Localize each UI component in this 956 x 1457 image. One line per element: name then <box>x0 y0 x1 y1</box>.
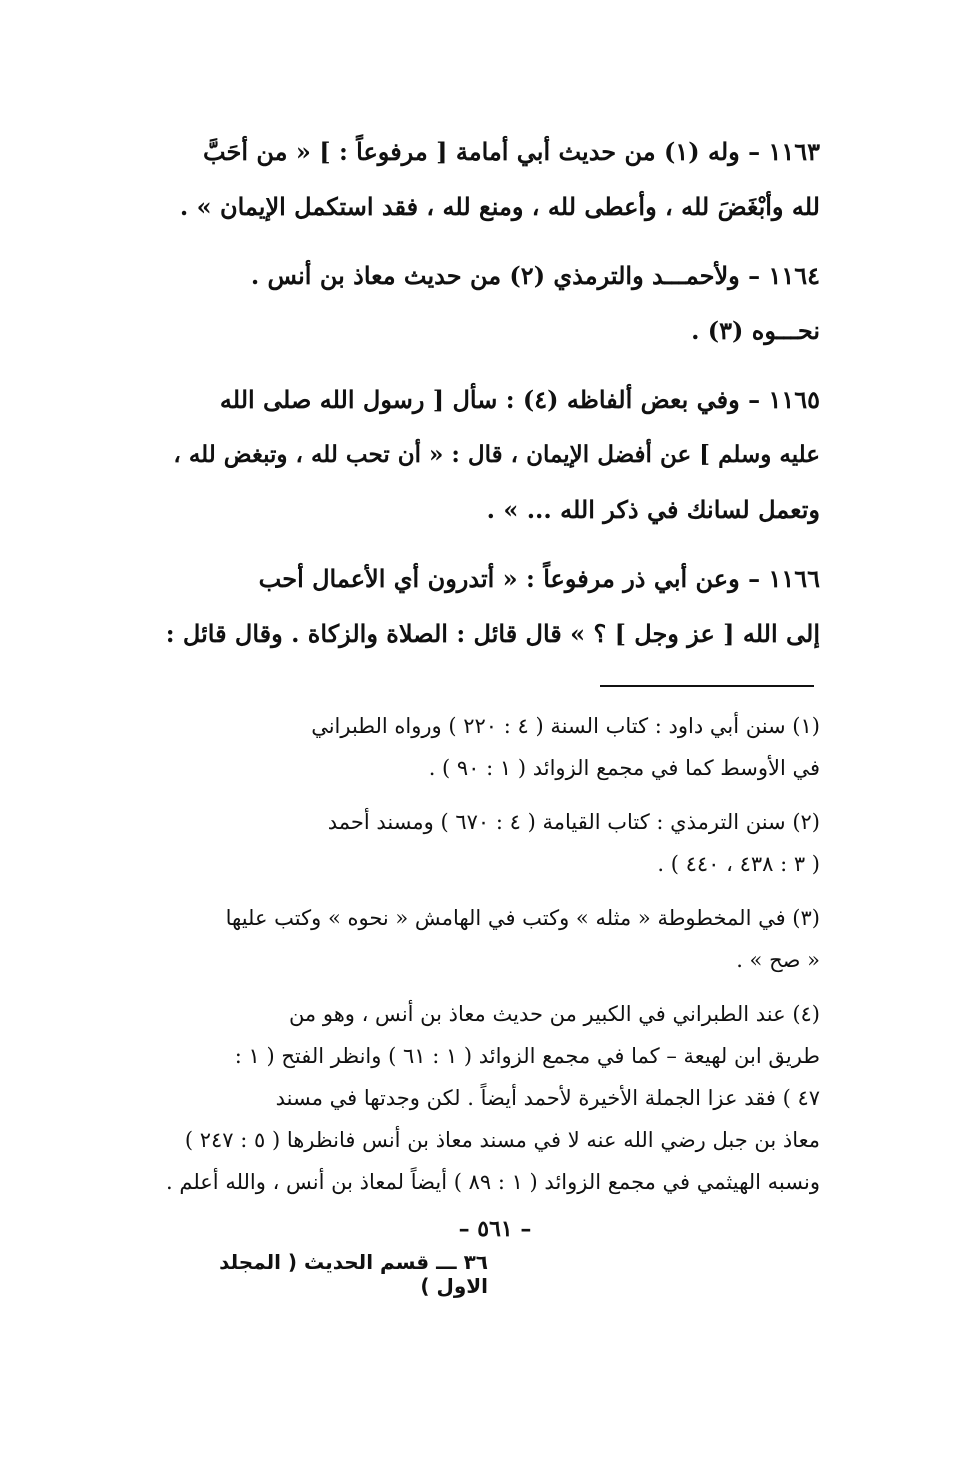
hadith-line: ١١٦٤ – ولأحمـــد والترمذي (٢) من حديث معاذ بن أنس . <box>250 261 820 290</box>
hadith-1165 <box>160 372 820 537</box>
footnote-line: ( ٣ : ٤٣٨ ، ٤٤٠ ) . <box>657 852 820 876</box>
footnote-line: طريق ابن لهيعة – كما في مجمع الزوائد ( ١ : ٦١ ) وانظر الفتح ( ١ : <box>234 1044 820 1068</box>
footnote-line: « صح » . <box>736 948 820 972</box>
hadith-1164 <box>160 248 820 358</box>
footnote-line: (٣) في المخطوطة « مثله » وكتب في الهامش « نحوه » وكتب عليها <box>225 906 820 930</box>
footnote-line: ونسبه الهيثمي في مجمع الزوائد ( ١ : ٨٩ ) أيضاً لمعاذ بن أنس ، والله أعلم . <box>166 1170 820 1194</box>
footnote-line: معاذ بن جبل رضي الله عنه لا في مسند معاذ بن أنس فانظرها ( ٥ : ٢٤٧ ) <box>184 1128 820 1152</box>
footnote-3 <box>160 897 820 981</box>
hadith-line: ١١٦٥ – وفي بعض ألفاظه (٤) : سأل [ رسول الله صلى الله <box>219 385 820 414</box>
running-footer: ٣٦ ـــ قسم الحديث ( المجلد الاول ) <box>219 1250 488 1298</box>
footnote-separator <box>160 675 820 705</box>
hadith-1166 <box>160 551 820 661</box>
separator-rule <box>600 685 814 687</box>
hadith-line: ١١٦٣ – وله (١) من حديث أبي أمامة [ مرفوعاً : ] « من أحَبَّ <box>202 137 820 166</box>
footnote-2 <box>160 801 820 885</box>
footnote-line: ٤٧ ) فقد عزا الجملة الأخيرة لأحمد أيضاً . لكن وجدتها في مسند <box>275 1086 820 1110</box>
hadith-1163 <box>160 124 820 234</box>
footnote-line: في الأوسط كما في مجمع الزوائد ( ١ : ٩٠ ) . <box>428 756 820 780</box>
hadith-line: ١١٦٦ – وعن أبي ذر مرفوعاً : « أتدرون أي الأعمال أحب <box>258 564 820 593</box>
hadith-line: إلى الله [ عز وجل ] ؟ » قال قائل : الصلاة والزكاة . وقال قائل : <box>165 619 820 648</box>
hadith-line: عليه وسلم ] عن أفضل الإيمان ، قال : « أن تحب لله ، وتبغض لله ، <box>173 441 820 468</box>
footnote-line: (٢) سنن الترمذي : كتاب القيامة ( ٤ : ٦٧٠ ) ومسند أحمد <box>327 810 820 834</box>
page-number: – ٥٦١ – <box>458 1216 532 1242</box>
hadith-line: وتعمل لسانك في ذكر الله ... » . <box>486 495 820 524</box>
hadith-line: نحـــوه (٣) . <box>691 316 820 345</box>
hadith-line: لله وأبْغَضَ لله ، وأعطى لله ، ومنع لله ، فقد استكمل الإيمان » . <box>179 192 820 221</box>
footnote-4 <box>160 993 820 1203</box>
footnote-line: (٤) عند الطبراني في الكبير من حديث معاذ بن أنس ، وهو من <box>288 1002 820 1026</box>
footnote-line: (١) سنن أبي داود : كتاب السنة ( ٤ : ٢٢٠ ) ورواه الطبراني <box>311 714 820 738</box>
footnote-1 <box>160 705 820 789</box>
page-body <box>160 118 820 1215</box>
